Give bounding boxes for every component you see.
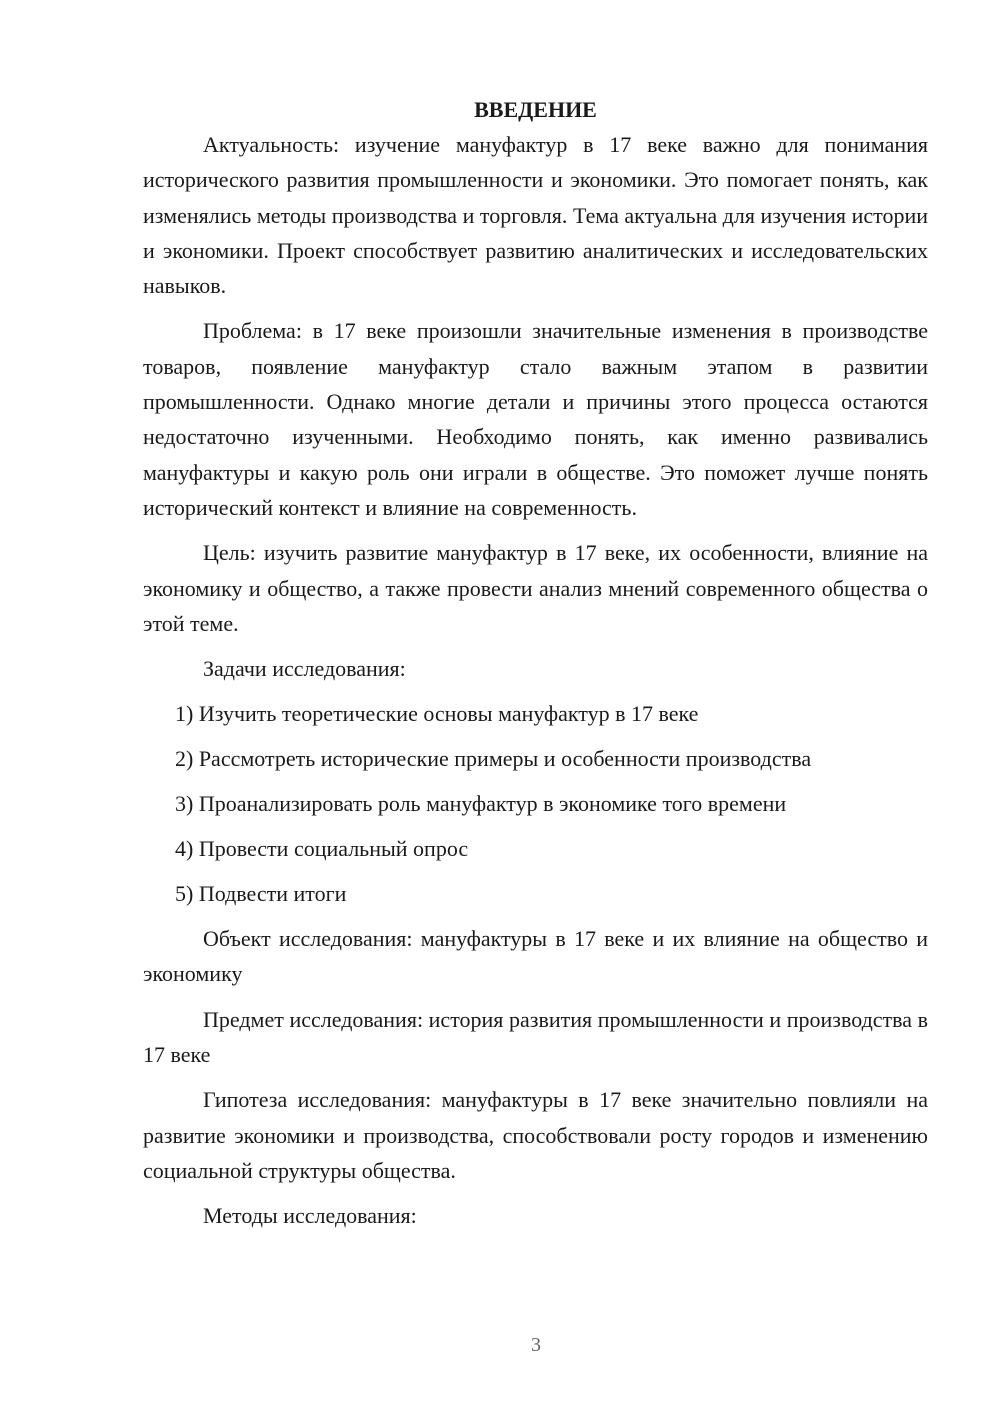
task-item: 1) Изучить теоретические основы мануфактур в 17 веке xyxy=(175,701,699,727)
hypothesis-paragraph: Гипотеза исследования: мануфактуры в 17 веке значительно повлияли на развитие экономики и производства, способствовали росту городов и изменению социальной структуры общества. xyxy=(143,1087,928,1183)
document-page xyxy=(143,95,928,1244)
task-item: 4) Провести социальный опрос xyxy=(175,836,469,862)
page-number: 3 xyxy=(531,1334,541,1356)
task-item: 3) Проанализировать роль мануфактур в экономике того времени xyxy=(175,791,787,817)
tasks-heading: Задачи исследования: xyxy=(203,656,406,682)
task-item: 2) Рассмотреть исторические примеры и особенности производства xyxy=(175,746,812,772)
object-paragraph: Объект исследования: мануфактуры в 17 веке и их влияние на общество и экономику xyxy=(143,926,928,987)
tasks-list xyxy=(143,696,928,911)
problem-paragraph: Проблема: в 17 веке произошли значительные изменения в производстве товаров, появление мануфактур стало важным этапом в развитии промышленности. Однако многие детали и причины этого процесса остаются недостаточно изученными. Необходимо понять, как именно развивались мануфактуры и какую роль они играли в обществе. Это поможет лучше понять исторический контекст и влияние на современность. xyxy=(143,318,928,520)
relevance-paragraph: Актуальность: изучение мануфактур в 17 веке важно для понимания исторического развития промышленности и экономики. Это помогает понять, как изменялись методы производства и торговля. Тема актуальна для изучения истории и экономики. Проект способствует развитию аналитических и исследовательских навыков. xyxy=(143,132,928,299)
goal-paragraph: Цель: изучить развитие мануфактур в 17 веке, их особенности, влияние на экономику и общество, а также провести анализ мнений современного общества о этой теме. xyxy=(143,540,928,636)
methods-paragraph: Методы исследования: xyxy=(203,1203,417,1229)
task-item: 5) Подвести итоги xyxy=(175,881,347,907)
subject-paragraph: Предмет исследования: история развития промышленности и производства в 17 веке xyxy=(143,1006,928,1068)
section-title: ВВЕДЕНИЕ xyxy=(474,97,597,122)
